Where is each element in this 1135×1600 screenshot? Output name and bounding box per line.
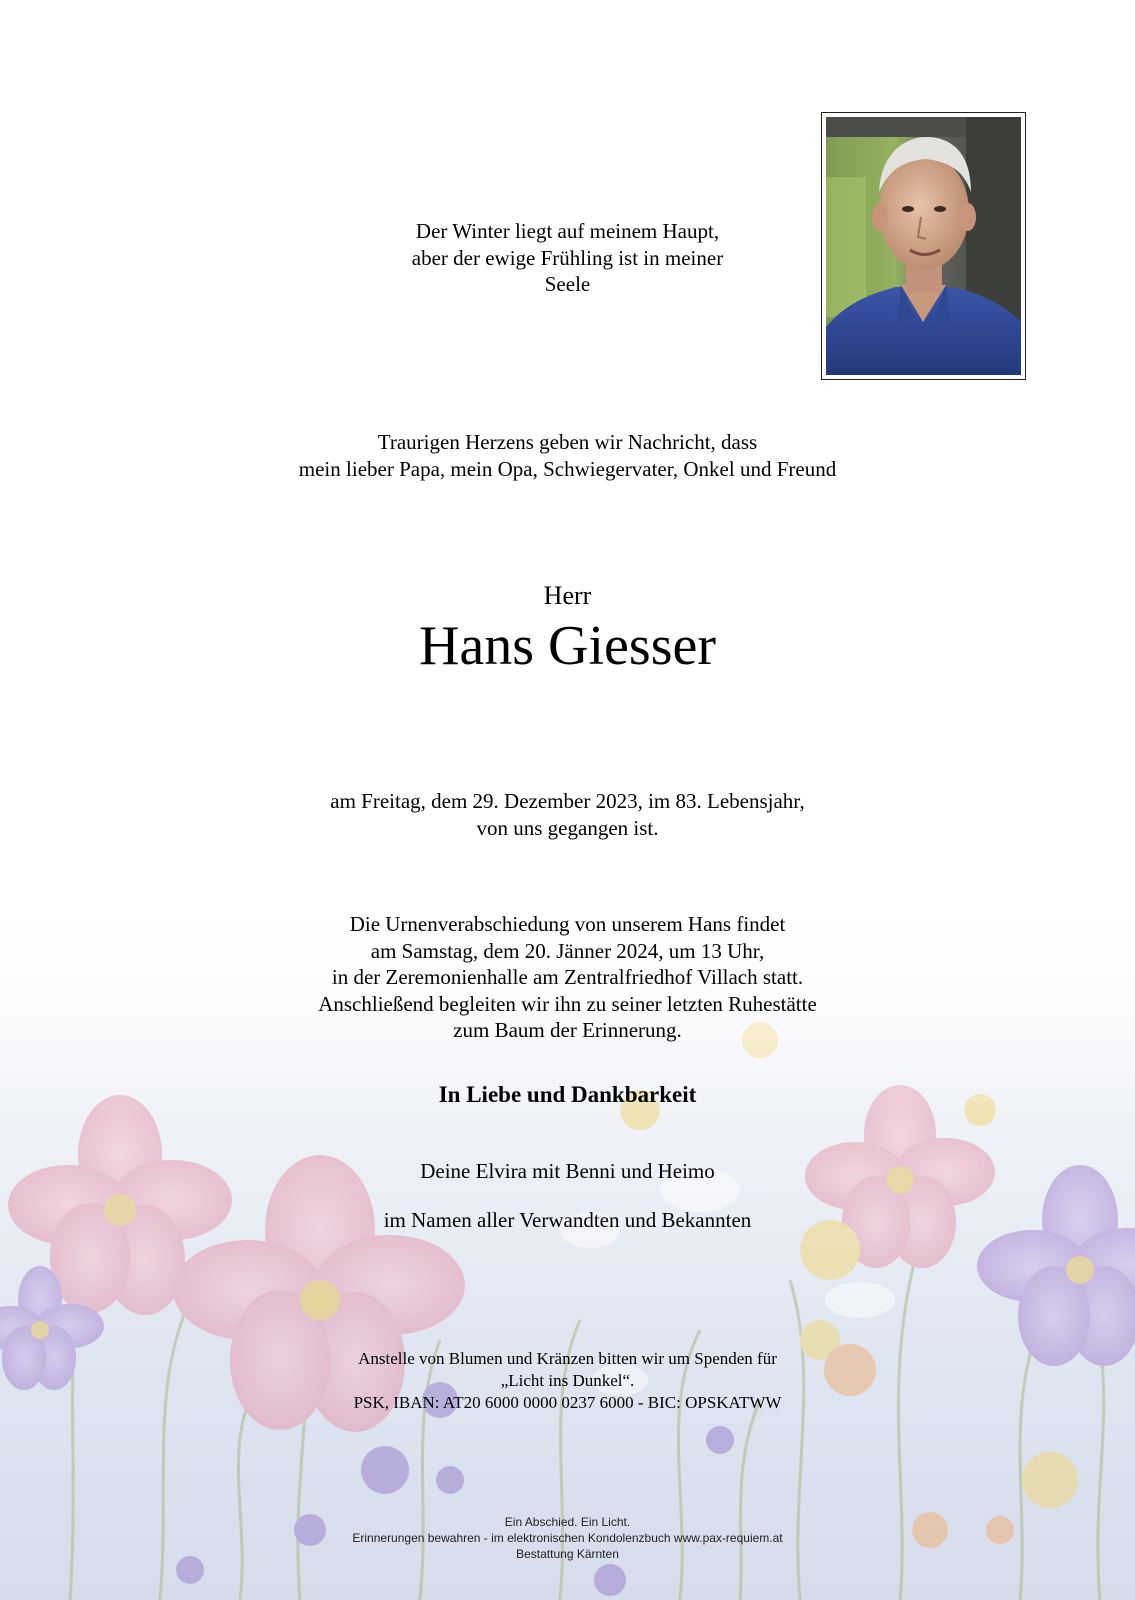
donation-line: „Licht ins Dunkel“. <box>500 1371 635 1390</box>
ceremony-line: zum Baum der Erinnerung. <box>453 1018 682 1042</box>
salutation: Herr <box>543 581 592 610</box>
relatives-signature: im Namen aller Verwandten und Bekannten <box>383 1208 752 1232</box>
death-details <box>0 788 1135 841</box>
footer-line: Ein Abschied. Ein Licht. <box>504 1515 631 1529</box>
footer <box>0 1514 1135 1562</box>
quote-line: aber der ewige Frühling ist in meiner <box>411 245 724 270</box>
ceremony-line: Die Urnenverabschiedung von unserem Hans findet <box>349 912 786 936</box>
family-signature: Deine Elvira mit Benni und Heimo <box>420 1159 715 1183</box>
closing-heading: In Liebe und Dankbarkeit <box>438 1082 697 1107</box>
deceased-name: Hans Giesser <box>418 615 717 677</box>
announcement-line: Traurigen Herzens geben wir Nachricht, dass <box>377 430 758 454</box>
death-line: am Freitag, dem 29. Dezember 2023, im 83. Lebensjahr, <box>330 789 805 813</box>
announcement-text <box>0 429 1135 482</box>
ceremony-details <box>0 911 1135 1044</box>
donation-line: PSK, IBAN: AT20 6000 0000 0237 6000 - BIC: OPSKATWW <box>353 1393 782 1412</box>
footer-line: Erinnerungen bewahren - im elektronischen Kondolenzbuch www.pax-requiem.at <box>352 1531 783 1545</box>
donation-line: Anstelle von Blumen und Kränzen bitten wir um Spenden für <box>358 1349 777 1368</box>
announcement-line: mein lieber Papa, mein Opa, Schwiegervater, Onkel und Freund <box>298 456 837 481</box>
ceremony-line: am Samstag, dem 20. Jänner 2024, um 13 Uhr, <box>370 938 765 963</box>
ceremony-line: in der Zeremonienhalle am Zentralfriedhof Villach statt. <box>331 965 804 989</box>
quote-line: Seele <box>544 272 591 296</box>
donation-request <box>0 1348 1135 1414</box>
memorial-quote <box>0 218 1135 298</box>
footer-line: Bestattung Kärnten <box>516 1547 619 1561</box>
ceremony-line: Anschließend begleiten wir ihn zu seiner letzten Ruhestätte <box>318 991 817 1016</box>
quote-line: Der Winter liegt auf meinem Haupt, <box>415 219 720 243</box>
death-line: von uns gegangen ist. <box>476 815 659 840</box>
